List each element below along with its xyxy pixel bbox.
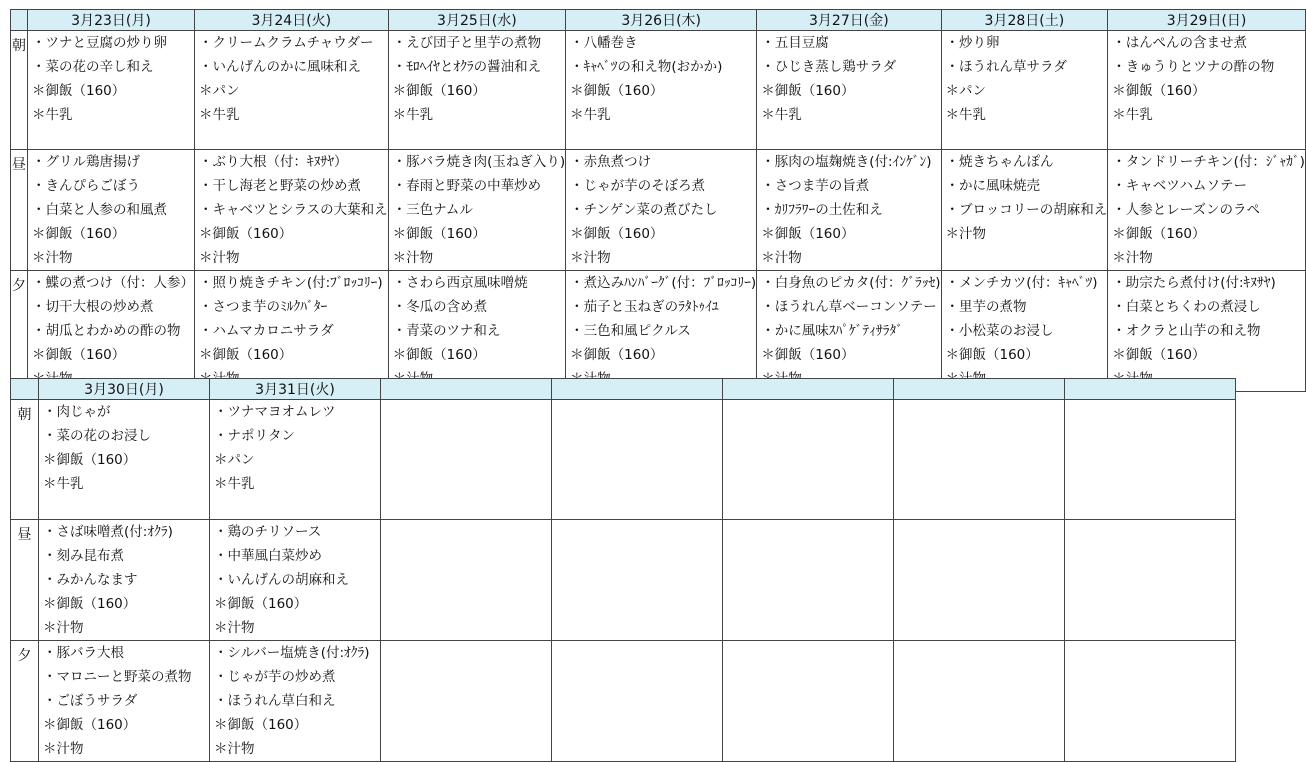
- menu-item: ＊御飯（160）: [1112, 83, 1206, 99]
- menu-cell: [552, 520, 723, 641]
- date-header: 3月25日(水): [388, 10, 566, 31]
- menu-item: ＊牛乳: [43, 476, 84, 492]
- menu-item: ・ツナと豆腐の炒り卵: [32, 35, 167, 51]
- menu-cell: [210, 641, 381, 762]
- menu-item: ＊御飯（160）: [392, 83, 486, 99]
- meal-row: [11, 520, 1236, 641]
- date-header: 3月29日(日): [1108, 10, 1306, 31]
- menu-item: ・オクラと山芋の和え物: [1112, 323, 1261, 339]
- menu-item: ＊御飯（160）: [570, 83, 664, 99]
- menu-cell: [552, 400, 723, 520]
- date-header: 3月28日(土): [941, 10, 1108, 31]
- menu-cell: [210, 520, 381, 641]
- menu-item: ・菜の花の辛し和え: [32, 59, 154, 75]
- meal-row: [11, 400, 1236, 520]
- menu-item: ・三色和風ピクルス: [570, 323, 691, 339]
- menu-table-week1: [10, 9, 1306, 392]
- menu-cell: [39, 400, 210, 520]
- menu-item: ・青菜のツナ和え: [392, 323, 501, 339]
- menu-cell: [388, 31, 566, 150]
- menu-item: ＊御飯（160）: [761, 347, 855, 363]
- menu-item: ＊牛乳: [1112, 107, 1153, 123]
- menu-item: ・豚バラ大根: [43, 645, 124, 661]
- menu-item: ＊汁物: [214, 620, 255, 636]
- menu-item: ・キャベツとシラスの大葉和え: [199, 202, 388, 218]
- menu-item: ＊御飯（160）: [199, 226, 293, 242]
- menu-cell: [388, 150, 566, 271]
- menu-item: ・ツナマヨオムレツ: [214, 404, 336, 420]
- menu-item: ・さつま芋のﾐﾙｸﾊﾞﾀｰ: [199, 299, 328, 315]
- menu-item: ・きんぴらごぼう: [32, 178, 140, 194]
- menu-item: ＊御飯（160）: [570, 226, 664, 242]
- menu-item: ・胡瓜とわかめの酢の物: [32, 323, 181, 339]
- menu-cell: [381, 641, 552, 762]
- menu-cell: [1108, 31, 1306, 150]
- menu-item: ・刻み昆布煮: [43, 548, 124, 564]
- menu-cell: [723, 520, 894, 641]
- menu-item: ＊御飯（160）: [43, 452, 137, 468]
- meal-label: 朝: [11, 400, 39, 520]
- menu-item: ・ぶり大根（付：ｷﾇｻﾔ）: [199, 154, 348, 170]
- menu-item: ＊御飯（160）: [32, 83, 126, 99]
- menu-item: ・マロニーと野菜の煮物: [43, 669, 192, 685]
- menu-item: ＊汁物: [570, 250, 611, 266]
- menu-item: ・冬瓜の含め煮: [392, 299, 488, 315]
- menu-item: ・タンドリーチキン(付：ｼﾞｬｶﾞ): [1112, 154, 1305, 170]
- menu-item: ＊御飯（160）: [199, 347, 293, 363]
- meal-row: [11, 271, 1306, 392]
- meal-row: [11, 150, 1306, 271]
- menu-cell: [566, 150, 757, 271]
- menu-item: ・いんげんのかに風味和え: [199, 59, 361, 75]
- menu-item: ＊パン: [199, 83, 240, 99]
- menu-item: ・煮込みﾊﾝﾊﾞｰｸﾞ(付：ﾌﾞﾛｯｺﾘｰ): [570, 275, 757, 291]
- menu-item: ・ナポリタン: [214, 428, 295, 444]
- menu-cell: [28, 31, 195, 150]
- menu-cell: [723, 400, 894, 520]
- menu-item: ＊御飯（160）: [43, 717, 137, 733]
- menu-cell: [195, 150, 389, 271]
- menu-item: ・キャベツハムソテー: [1112, 178, 1247, 194]
- menu-item: ・さば味噌煮(付:ｵｸﾗ): [43, 524, 173, 540]
- meal-label: 朝: [11, 31, 28, 150]
- menu-cell: [381, 520, 552, 641]
- menu-item: ・ｷｬﾍﾞﾂの和え物(おかか): [570, 59, 723, 75]
- menu-item: ＊御飯（160）: [214, 596, 308, 612]
- menu-item: ＊汁物: [392, 250, 434, 266]
- date-header: 3月26日(木): [566, 10, 757, 31]
- menu-item: ＊御飯（160）: [761, 226, 855, 242]
- menu-item: ・えび団子と里芋の煮物: [392, 35, 542, 51]
- menu-item: ＊御飯（160）: [1112, 347, 1206, 363]
- menu-cell: [1065, 400, 1236, 520]
- menu-item: ・みかんなます: [43, 572, 138, 588]
- date-header: 3月31日(火): [210, 379, 381, 400]
- menu-item: ・切干大根の炒め煮: [32, 299, 154, 315]
- menu-item: ・豚肉の塩麹焼き(付:ｲﾝｹﾞﾝ): [761, 154, 932, 170]
- menu-cell: [757, 31, 941, 150]
- menu-cell: [723, 641, 894, 762]
- menu-item: ・春雨と野菜の中華炒め: [392, 178, 542, 194]
- menu-item: ＊汁物: [945, 226, 986, 242]
- menu-cell: [894, 520, 1065, 641]
- menu-item: ・里芋の煮物: [945, 299, 1027, 315]
- menu-item: ＊御飯（160）: [945, 347, 1039, 363]
- menu-item: ・豚バラ焼き肉(玉ねぎ入り): [392, 154, 566, 170]
- meal-label: 夕: [11, 271, 28, 392]
- menu-item: ・肉じゃが: [43, 404, 111, 420]
- menu-cell: [757, 150, 941, 271]
- menu-item: ・赤魚煮つけ: [570, 154, 652, 170]
- menu-item: ・三色ナムル: [392, 202, 473, 218]
- menu-item: ＊牛乳: [214, 476, 255, 492]
- menu-item: ＊御飯（160）: [392, 226, 486, 242]
- menu-item: ＊汁物: [761, 250, 802, 266]
- menu-item: ・シルバー塩焼き(付:ｵｸﾗ): [214, 645, 370, 661]
- menu-item: ＊御飯（160）: [1112, 226, 1206, 242]
- menu-item: ・八幡巻き: [570, 35, 638, 51]
- menu-item: ＊汁物: [43, 620, 84, 636]
- menu-item: ・白身魚のピカタ(付：ｸﾞﾗｯｾ): [761, 275, 941, 291]
- menu-item: ・かに風味焼売: [945, 178, 1040, 194]
- menu-item: ＊牛乳: [761, 107, 802, 123]
- menu-cell: [195, 271, 389, 392]
- meal-label: 昼: [11, 150, 28, 271]
- date-header: 3月24日(火): [195, 10, 389, 31]
- meal-row: [11, 641, 1236, 762]
- menu-item: ・かに風味ｽﾊﾟｹﾞﾃｨｻﾗﾀﾞ: [761, 323, 903, 339]
- menu-item: ・グリル鶏唐揚げ: [32, 154, 140, 170]
- date-header: [552, 379, 723, 400]
- menu-item: ・白菜とちくわの煮浸し: [1112, 299, 1261, 315]
- date-header: [1065, 379, 1236, 400]
- menu-cell: [28, 150, 195, 271]
- menu-cell: [381, 400, 552, 520]
- menu-item: ・小松菜のお浸し: [945, 323, 1054, 339]
- date-header: 3月27日(金): [757, 10, 941, 31]
- menu-item: ＊牛乳: [392, 107, 434, 123]
- menu-cell: [894, 400, 1065, 520]
- menu-cell: [1108, 271, 1306, 392]
- menu-cell: [28, 271, 195, 392]
- menu-item: ・白菜と人参の和風煮: [32, 202, 167, 218]
- menu-item: ・助宗たら煮付け(付:ｷﾇｻﾔ): [1112, 275, 1276, 291]
- menu-item: ・菜の花のお浸し: [43, 428, 151, 444]
- menu-item: ・鰈の煮つけ（付：人参）: [32, 275, 194, 291]
- menu-item: ＊御飯（160）: [761, 83, 855, 99]
- menu-item: ・クリームクラムチャウダー: [199, 35, 374, 51]
- menu-item: ・鶏のチリソース: [214, 524, 322, 540]
- date-header: [381, 379, 552, 400]
- menu-item: ＊牛乳: [570, 107, 611, 123]
- menu-cell: [894, 641, 1065, 762]
- menu-item: ・いんげんの胡麻和え: [214, 572, 349, 588]
- menu-item: ・チンゲン菜の煮びたし: [570, 202, 718, 218]
- menu-cell: [941, 150, 1108, 271]
- menu-cell: [39, 520, 210, 641]
- menu-item: ・ほうれん草白和え: [214, 693, 336, 709]
- menu-item: ＊汁物: [32, 250, 73, 266]
- date-header: 3月23日(月): [28, 10, 195, 31]
- menu-item: ・中華風白菜炒め: [214, 548, 322, 564]
- menu-cell: [941, 271, 1108, 392]
- meal-label: 昼: [11, 520, 39, 641]
- menu-cell: [195, 31, 389, 150]
- menu-item: ・じゃが芋のそぼろ煮: [570, 178, 706, 194]
- menu-cell: [566, 31, 757, 150]
- menu-cell: [1065, 641, 1236, 762]
- date-header: [723, 379, 894, 400]
- menu-item: ＊御飯（160）: [43, 596, 137, 612]
- menu-item: ・きゅうりとツナの酢の物: [1112, 59, 1275, 75]
- menu-item: ＊汁物: [1112, 250, 1153, 266]
- date-header: [894, 379, 1065, 400]
- menu-item: ・ほうれん草サラダ: [945, 59, 1067, 75]
- menu-item: ＊汁物: [43, 741, 84, 757]
- menu-cell: [210, 400, 381, 520]
- menu-cell: [941, 31, 1108, 150]
- menu-item: ＊御飯（160）: [32, 226, 126, 242]
- menu-cell: [566, 271, 757, 392]
- meal-row: [11, 31, 1306, 150]
- menu-item: ・じゃが芋の炒め煮: [214, 669, 336, 685]
- menu-item: ＊パン: [945, 83, 986, 99]
- menu-cell: [1108, 150, 1306, 271]
- menu-item: ・ブロッコリーの胡麻和え: [945, 202, 1108, 218]
- menu-item: ・メンチカツ(付：ｷｬﾍﾞﾂ): [945, 275, 1098, 291]
- menu-item: ＊牛乳: [945, 107, 986, 123]
- menu-item: ・さつま芋の旨煮: [761, 178, 870, 194]
- header-corner: [11, 10, 28, 31]
- menu-item: ・炒り卵: [945, 35, 1000, 51]
- menu-cell: [552, 641, 723, 762]
- menu-item: ・さわら西京風味噌焼: [392, 275, 528, 291]
- menu-item: ・はんぺんの含ませ煮: [1112, 35, 1247, 51]
- menu-item: ・ｶﾘﾌﾗﾜｰの土佐和え: [761, 202, 883, 218]
- header-corner: [11, 379, 39, 400]
- menu-item: ＊御飯（160）: [392, 347, 486, 363]
- menu-item: ・五目豆腐: [761, 35, 829, 51]
- menu-cell: [1065, 520, 1236, 641]
- menu-item: ・照り焼きチキン(付:ﾌﾞﾛｯｺﾘｰ): [199, 275, 383, 291]
- menu-cell: [39, 641, 210, 762]
- menu-item: ＊御飯（160）: [32, 347, 126, 363]
- menu-cell: [388, 271, 566, 392]
- menu-item: ・ﾓﾛﾍｲﾔとｵｸﾗの醤油和え: [392, 59, 542, 75]
- meal-label: 夕: [11, 641, 39, 762]
- menu-item: ＊汁物: [199, 250, 240, 266]
- menu-cell: [757, 271, 941, 392]
- menu-item: ＊牛乳: [32, 107, 73, 123]
- menu-item: ・茄子と玉ねぎのﾗﾀﾄｩｲﾕ: [570, 299, 719, 315]
- date-header-row: [11, 379, 1236, 400]
- menu-item: ＊御飯（160）: [214, 717, 308, 733]
- menu-item: ・ひじき蒸し鶏サラダ: [761, 59, 897, 75]
- menu-table-week2: [10, 378, 1236, 762]
- menu-item: ・ごぼうサラダ: [43, 693, 138, 709]
- date-header-row: [11, 10, 1306, 31]
- menu-item: ・焼きちゃんぽん: [945, 154, 1054, 170]
- menu-item: ・人参とレーズンのラペ: [1112, 202, 1261, 218]
- menu-item: ＊パン: [214, 452, 255, 468]
- menu-item: ＊汁物: [214, 741, 255, 757]
- date-header: 3月30日(月): [39, 379, 210, 400]
- menu-item: ＊御飯（160）: [570, 347, 664, 363]
- menu-item: ＊牛乳: [199, 107, 240, 123]
- menu-item: ・ほうれん草ベーコンソテー: [761, 299, 937, 315]
- menu-item: ・干し海老と野菜の炒め煮: [199, 178, 361, 194]
- menu-item: ・ハムマカロニサラダ: [199, 323, 334, 339]
